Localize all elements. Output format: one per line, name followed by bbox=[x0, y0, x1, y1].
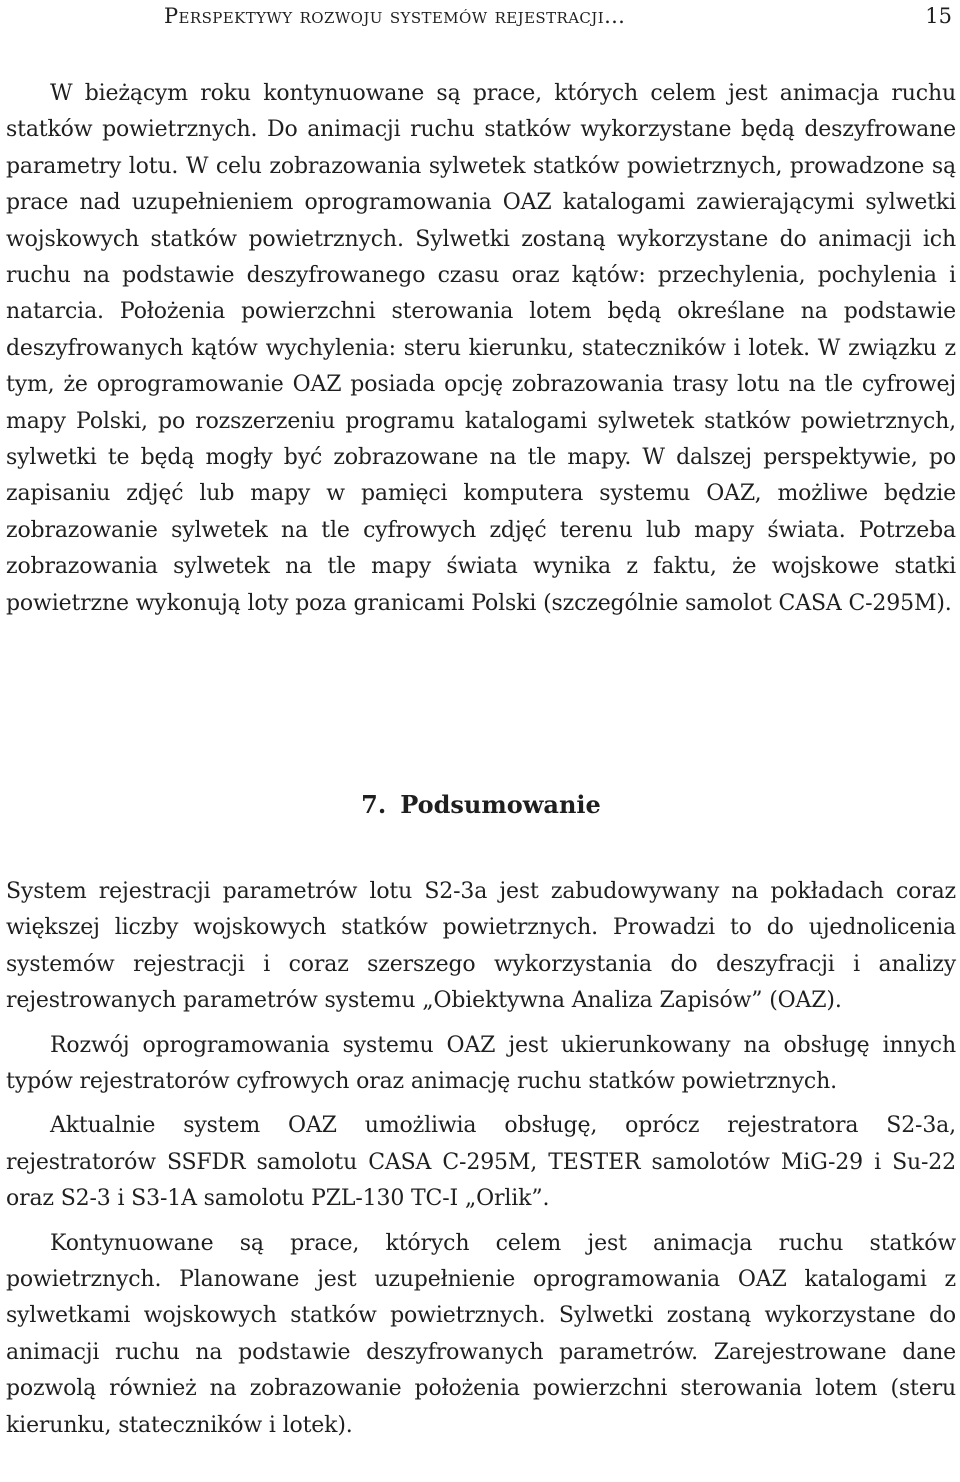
document-page bbox=[6, 0, 956, 1482]
intro-paragraph: W bieżącym roku kontynuowane są prace, których celem jest animacja ruchu statków powietrznych. Do animacji ruchu statków wykorzystane będą deszyfrowane parametry lotu. W celu zobrazowania sylwetek statków powietrznych, prowadzone są prace nad uzupełnieniem oprogramowania OAZ katalogami zawierającymi sylwetki wojskowych statków powietrznych. Sylwetki zostaną wykorzystane do animacji ich ruchu na podstawie deszyfrowanego czasu oraz kątów: przechylenia, pochylenia i natarcia. Położenia powierzchni sterowania lotem będą określane na podstawie deszyfrowanych kątów wychylenia: steru kierunku, stateczników i lotek. W związku z tym, że oprogramowanie OAZ posiada opcję zobrazowania trasy lotu na tle cyfrowej mapy Polski, po rozszerzeniu programu katalogami sylwetek statków powietrznych, sylwetki te będą mogły być zobrazowane na tle mapy. W dalszej perspektywie, po zapisaniu zdjęć lub mapy w pamięci komputera systemu OAZ, możliwe będzie zobrazowanie sylwetek na tle cyfrowych zdjęć terenu lub mapy świata. Potrzeba zobrazowania sylwetek na tle mapy świata wynika z faktu, że wojskowe statki powietrzne wykonują loty poza granicami Polski (szczególnie samolot CASA C-295M). bbox=[6, 81, 956, 616]
summary-section bbox=[6, 874, 956, 1444]
running-header bbox=[6, 0, 956, 34]
page-number: 15 bbox=[925, 4, 952, 28]
summary-paragraph-1: System rejestracji parametrów lotu S2-3a jest zabudowywany na pokładach coraz większej liczby wojskowych statków powietrznych. Prowadzi to do ujednolicenia systemów rejestracji i coraz szerszego wykorzystania do deszyfracji i analizy rejestrowanych parametrów systemu „Obiektywna Analiza Zapisów” (OAZ). bbox=[6, 879, 956, 1014]
section-title: Podsumowanie bbox=[400, 790, 601, 819]
section-number: 7. bbox=[361, 790, 387, 819]
summary-paragraph-3: Aktualnie system OAZ umożliwia obsługę, oprócz rejestratora S2-3a, rejestratorów SSFDR samolotu CASA C-295M, TESTER samolotów MiG-29 i Su-22 oraz S2-3 i S3-1A samolotu PZL-130 TC-I „Orlik”. bbox=[6, 1113, 956, 1212]
intro-section bbox=[6, 76, 956, 622]
summary-paragraph-2: Rozwój oprogramowania systemu OAZ jest ukierunkowany na obsługę innych typów rejestratorów cyfrowych oraz animację ruchu statków powietrznych. bbox=[6, 1032, 956, 1095]
running-title: Perspektywy rozwoju systemów rejestracji… bbox=[164, 4, 626, 28]
section-heading bbox=[6, 787, 956, 823]
summary-paragraph-4: Kontynuowane są prace, których celem jest animacja ruchu statków powietrznych. Planowane jest uzupełnienie oprogramowania OAZ katalogami z sylwetkami wojskowych statków powietrznych. Sylwetki zostaną wykorzystane do animacji ruchu na podstawie deszyfrowanych parametrów. Zarejestrowane dane pozwolą również na zobrazowanie położenia powierzchni sterowania lotem (steru kierunku, stateczników i lotek). bbox=[6, 1230, 956, 1438]
